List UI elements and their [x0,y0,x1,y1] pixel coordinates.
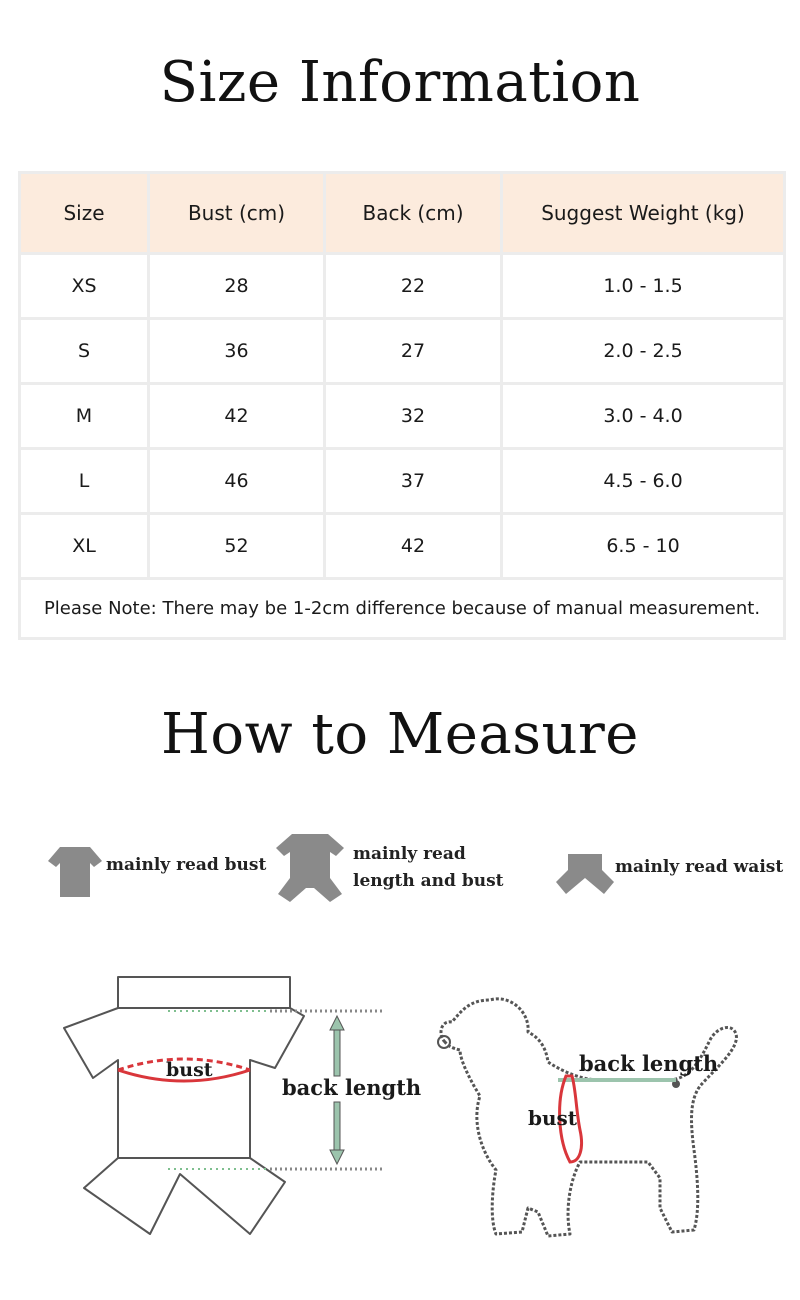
cell-back: 32 [325,384,502,449]
how-to-measure-title: How to Measure [161,702,639,767]
cell-size: M [20,384,149,449]
cell-back: 27 [325,319,502,384]
column-header-weight: Suggest Weight (kg) [502,173,785,254]
column-header-back: Back (cm) [325,173,502,254]
pants-icon [554,852,616,898]
cell-size: XS [20,254,149,319]
cell-back: 22 [325,254,502,319]
size-table [18,171,786,640]
cell-size: S [20,319,149,384]
cell-back: 42 [325,514,502,579]
cell-bust: 42 [149,384,325,449]
column-header-bust: Bust (cm) [149,173,325,254]
cell-bust: 28 [149,254,325,319]
cell-size: XL [20,514,149,579]
cell-back: 37 [325,449,502,514]
cell-bust: 52 [149,514,325,579]
garment-diagram [64,977,421,1234]
table-row [20,319,785,384]
measurement-diagrams [0,950,800,1250]
cell-bust: 36 [149,319,325,384]
column-header-size: Size [20,173,149,254]
table-row [20,384,785,449]
icon-label-waist: mainly read waist [615,857,784,877]
table-row [20,449,785,514]
icon-label-bust: mainly read bust [106,855,267,875]
cell-weight: 1.0 - 1.5 [502,254,785,319]
cell-bust: 46 [149,449,325,514]
table-note-row [20,579,785,639]
garment-bust-label: bust [166,1059,213,1081]
garment-length-label: back length [282,1075,422,1100]
shirt-icon [46,843,104,899]
dog-back-label: back length [579,1051,719,1076]
dog-diagram [438,999,736,1236]
table-row [20,254,785,319]
cell-weight: 4.5 - 6.0 [502,449,785,514]
icon-label-line1: mainly read [353,844,466,864]
table-header-row [20,173,785,254]
icon-label-length-bust [353,841,504,895]
jumpsuit-icon [272,832,348,904]
cell-weight: 6.5 - 10 [502,514,785,579]
icon-label-line2: length and bust [353,871,504,891]
cell-weight: 2.0 - 2.5 [502,319,785,384]
table-row [20,514,785,579]
measurement-note: Please Note: There may be 1-2cm difference because of manual measurement. [20,579,785,639]
cell-weight: 3.0 - 4.0 [502,384,785,449]
dog-bust-label: bust [528,1106,578,1130]
cell-size: L [20,449,149,514]
size-info-title: Size Information [159,50,641,115]
